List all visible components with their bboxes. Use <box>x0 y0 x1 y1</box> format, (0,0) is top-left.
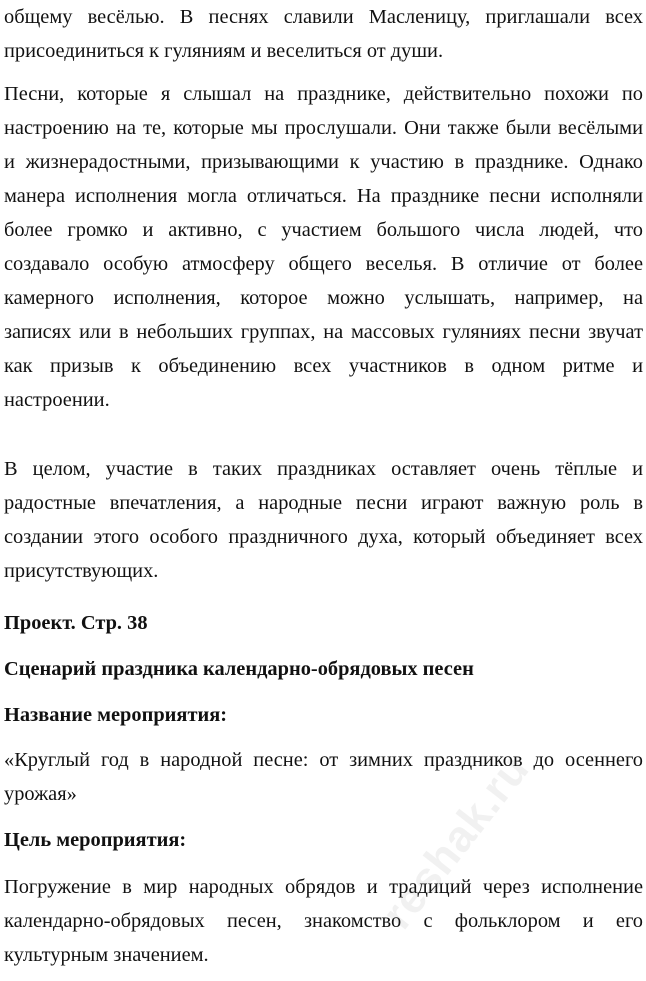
text-line: Погружение в мир народных обрядов и традиций через исполнение <box>4 876 643 898</box>
event-goal-text <box>4 870 643 972</box>
text-line: общему весёлью. В песнях славили Масленицу, приглашали всех <box>4 6 643 28</box>
text-line: присутствующих. <box>4 560 159 582</box>
text-line: урожая» <box>4 783 77 805</box>
text-line: радостные впечатления, а народные песни играют важную роль в <box>4 492 643 514</box>
text-line: культурным значением. <box>4 944 209 966</box>
paragraph-songs-comparison <box>4 77 643 417</box>
text-line: создавало особую атмосферу общего веселья. В отличие от более <box>4 253 643 275</box>
event-name-text <box>4 743 643 811</box>
heading-event-name: Название мероприятия: <box>4 704 228 726</box>
text-line: манера исполнения могла отличаться. На празднике песни исполняли <box>4 185 643 207</box>
paragraph-conclusion <box>4 452 643 588</box>
text-line: Песни, которые я слышал на празднике, действительно похожи по <box>4 83 643 105</box>
text-line: как призыв к объединению всех участников в одном ритме и <box>4 355 643 377</box>
text-line: более громко и активно, с участием большого числа людей, что <box>4 219 643 241</box>
heading-event-goal: Цель мероприятия: <box>4 829 187 851</box>
text-line: календарно-обрядовых песен, знакомство с фольклором и его <box>4 910 643 932</box>
paragraph-maslenitsa-end <box>4 0 643 68</box>
text-line: В целом, участие в таких праздниках оставляет очень тёплые и <box>4 458 643 480</box>
text-line: «Круглый год в народной песне: от зимних праздников до осеннего <box>4 749 643 771</box>
text-line: настроению на те, которые мы прослушали. Они также были весёлыми <box>4 117 643 139</box>
text-line: камерного исполнения, которое можно услышать, например, на <box>4 287 643 309</box>
text-line: настроении. <box>4 389 110 411</box>
watermark-logo: reshak.ru <box>372 744 539 939</box>
heading-project: Проект. Стр. 38 <box>4 612 148 634</box>
text-line: присоединиться к гуляниям и веселиться от души. <box>4 40 444 62</box>
text-line: записях или в небольших группах, на массовых гуляниях песни звучат <box>4 321 643 343</box>
text-line: создании этого особого праздничного духа, который объединяет всех <box>4 526 643 548</box>
text-line: и жизнерадостными, призывающими к участию в празднике. Однако <box>4 151 643 173</box>
heading-scenario: Сценарий праздника календарно-обрядовых песен <box>4 658 474 680</box>
